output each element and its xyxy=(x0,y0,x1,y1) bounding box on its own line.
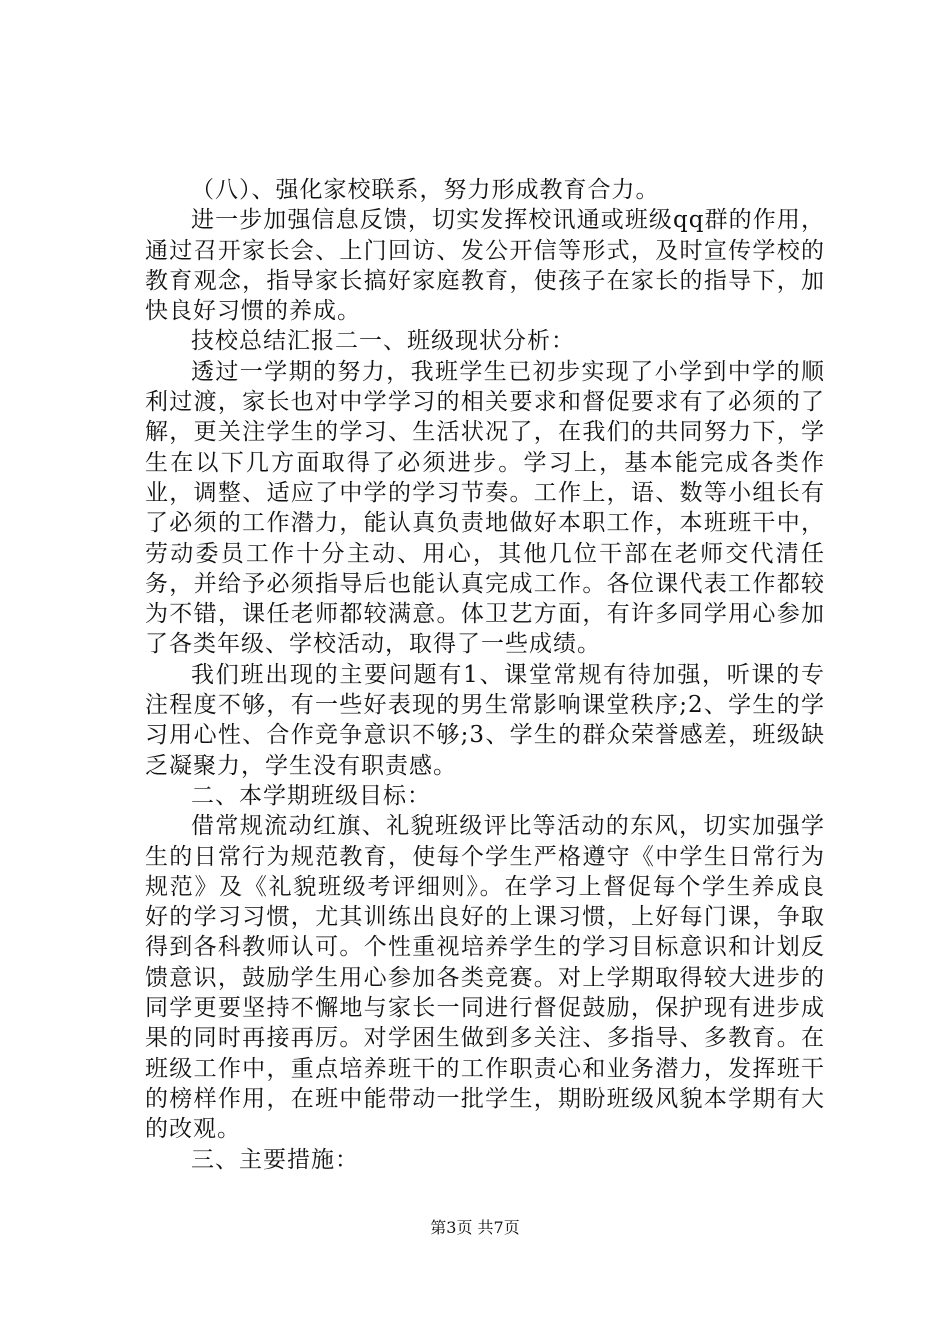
paragraph-class-problems: 我们班出现的主要问题有1、课堂常规有待加强，听课的专注程度不够，有一些好表现的男生常影响课堂秩序;2、学生的学习用心性、合作竞争意识不够;3、学生的群众荣誉感差，班级缺乏凝聚力，学生没有职责感。 xyxy=(145,661,825,779)
section-heading-class-analysis: 技校总结汇报二一、班级现状分析： xyxy=(191,328,575,355)
document-body xyxy=(145,175,825,1175)
page-footer: 第3页 共7页 xyxy=(430,1218,520,1237)
paragraph-home-school: 进一步加强信息反馈，切实发挥校讯通或班级qq群的作用，通过召开家长会、上门回访、发公开信等形式，及时宣传学校的教育观念，指导家长搞好家庭教育，使孩子在家长的指导下，加快良好习惯的养成。 xyxy=(145,207,825,325)
section-heading-goals: 二、本学期班级目标： xyxy=(191,782,431,809)
paragraph-goals: 借常规流动红旗、礼貌班级评比等活动的东风，切实加强学生的日常行为规范教育，使每个学生严格遵守《中学生日常行为规范》及《礼貌班级考评细则》。在学习上督促每个学生养成良好的学习习惯，尤其训练出良好的上课习惯，上好每门课，争取得到各科教师认可。个性重视培养学生的学习目标意识和计划反馈意识，鼓励学生用心参加各类竞赛。对上学期取得较大进步的同学更要坚持不懈地与家长一同进行督促鼓励，保护现有进步成果的同时再接再厉。对学困生做到多关注、多指导、多教育。在班级工作中，重点培养班干的工作职责心和业务潜力，发挥班干的榜样作用，在班中能带动一批学生，期盼班级风貌本学期有大的改观。 xyxy=(145,813,825,1143)
paragraph-class-progress: 透过一学期的努力，我班学生已初步实现了小学到中学的顺利过渡，家长也对中学学习的相关要求和督促要求有了必须的了解，更关注学生的学习、生活状况了，在我们的共同努力下，学生在以下几方面取得了必须进步。学习上，基本能完成各类作业，调整、适应了中学的学习节奏。工作上，语、数等小组长有了必须的工作潜力，能认真负责地做好本职工作，本班班干中，劳动委员工作十分主动、用心，其他几位干部在老师交代清任务，并给予必须指导后也能认真完成工作。各位课代表工作都较为不错，课任老师都较满意。体卫艺方面，有许多同学用心参加了各类年级、学校活动，取得了一些成绩。 xyxy=(145,358,825,658)
section-heading-8: （八）、强化家校联系，努力形成教育合力。 xyxy=(191,177,660,203)
section-heading-measures: 三、主要措施： xyxy=(191,1146,359,1173)
